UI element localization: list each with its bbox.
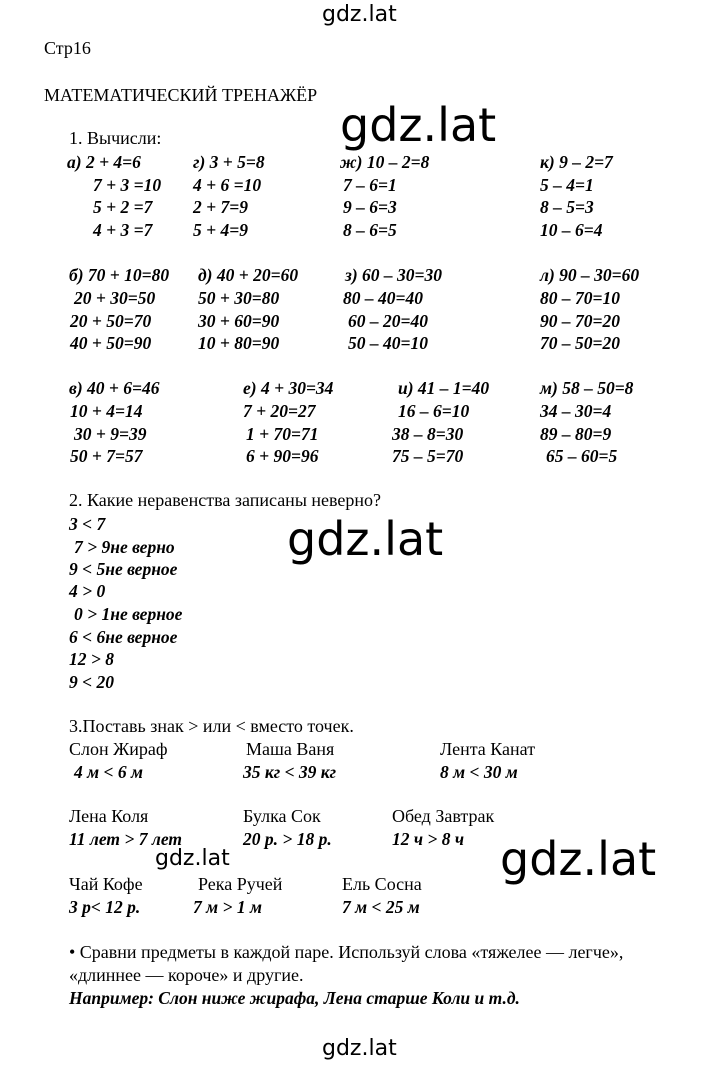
ex1-cell: л) 90 – 30=60 bbox=[540, 265, 640, 285]
ex1-cell: 60 – 20=40 bbox=[348, 311, 428, 331]
ex3-pair-answer: 7 м < 25 м bbox=[342, 897, 420, 917]
ex2-line: 3 < 7 bbox=[69, 514, 106, 534]
ex3-pair-label: Обед Завтрак bbox=[392, 806, 495, 826]
ex1-cell: 8 – 6=5 bbox=[343, 220, 397, 240]
page-label: Стр16 bbox=[44, 38, 91, 58]
ex4-instruction: • Сравни предметы в каждой паре. Используй слова «тяжелее — легче», bbox=[69, 942, 624, 962]
ex1-cell: 75 – 5=70 bbox=[392, 446, 464, 466]
ex2-line: 7 > 9не верно bbox=[74, 537, 175, 557]
watermark-small-mid: gdz.lat bbox=[155, 846, 230, 871]
ex1-cell: 40 + 50=90 bbox=[70, 333, 152, 353]
ex3-pair-label: Ель Сосна bbox=[342, 874, 422, 894]
ex1-cell: 5 + 4=9 bbox=[193, 220, 248, 240]
watermark-large-1: gdz.lat bbox=[340, 98, 497, 152]
ex3-pair-label: Лена Коля bbox=[69, 806, 149, 826]
ex1-cell: 7 + 20=27 bbox=[243, 401, 316, 421]
ex1-cell: 5 + 2 =7 bbox=[93, 197, 153, 217]
ex2-line: 9 < 20 bbox=[69, 672, 114, 692]
ex1-cell: 80 – 70=10 bbox=[540, 288, 620, 308]
exercise-1-heading: 1. Вычисли: bbox=[69, 128, 162, 148]
ex1-cell: м) 58 – 50=8 bbox=[540, 378, 634, 398]
ex4-instruction-cont: «длиннее — короче» и другие. bbox=[69, 965, 304, 985]
ex1-cell: 20 + 30=50 bbox=[74, 288, 156, 308]
ex1-cell: 80 – 40=40 bbox=[343, 288, 423, 308]
ex2-line: 4 > 0 bbox=[69, 581, 106, 601]
ex2-line: 9 < 5не верное bbox=[69, 559, 178, 579]
ex2-line: 0 > 1не верное bbox=[74, 604, 183, 624]
ex3-pair-label: Слон Жираф bbox=[69, 739, 168, 759]
ex1-cell: 10 – 6=4 bbox=[540, 220, 603, 240]
ex1-cell: з) 60 – 30=30 bbox=[345, 265, 443, 285]
ex1-cell: 2 + 7=9 bbox=[193, 197, 248, 217]
ex1-cell: 20 + 50=70 bbox=[70, 311, 152, 331]
ex1-cell: г) 3 + 5=8 bbox=[193, 152, 265, 172]
ex1-cell: 9 – 6=3 bbox=[343, 197, 397, 217]
ex1-cell: 38 – 8=30 bbox=[392, 424, 464, 444]
ex3-pair-answer: 20 р. > 18 р. bbox=[243, 829, 332, 849]
ex3-pair-label: Лента Канат bbox=[440, 739, 536, 759]
ex1-cell: 65 – 60=5 bbox=[546, 446, 618, 466]
ex1-cell: 34 – 30=4 bbox=[540, 401, 612, 421]
ex3-pair-answer: 35 кг < 39 кг bbox=[243, 762, 337, 782]
exercise-2-heading: 2. Какие неравенства записаны неверно? bbox=[69, 490, 382, 510]
ex3-pair-answer: 12 ч > 8 ч bbox=[392, 829, 465, 849]
ex1-cell: ж) 10 – 2=8 bbox=[340, 152, 430, 172]
watermark-large-3: gdz.lat bbox=[500, 832, 657, 886]
ex3-pair-answer: 4 м < 6 м bbox=[74, 762, 143, 782]
watermark-bottom: gdz.lat bbox=[322, 1036, 397, 1061]
ex3-pair-label: Чай Кофе bbox=[69, 874, 143, 894]
ex1-cell: и) 41 – 1=40 bbox=[398, 378, 490, 398]
ex3-pair-label: Маша Ваня bbox=[246, 739, 335, 759]
ex3-pair-answer: 11 лет > 7 лет bbox=[69, 829, 183, 845]
ex1-cell: д) 40 + 20=60 bbox=[198, 265, 299, 285]
ex1-cell: 16 – 6=10 bbox=[398, 401, 470, 421]
ex3-pair-answer: 7 м > 1 м bbox=[193, 897, 262, 917]
ex1-cell: 90 – 70=20 bbox=[540, 311, 620, 331]
ex3-pair-label: Булка Сок bbox=[243, 806, 321, 826]
ex1-cell: 70 – 50=20 bbox=[540, 333, 620, 353]
ex4-example: Например: Слон ниже жирафа, Лена старше Коли и т.д. bbox=[69, 988, 520, 1008]
page-title: МАТЕМАТИЧЕСКИЙ ТРЕНАЖЁР bbox=[44, 85, 318, 105]
ex3-pair-label: Река Ручей bbox=[198, 874, 283, 894]
ex1-cell: 89 – 80=9 bbox=[540, 424, 612, 444]
ex1-cell: 4 + 3 =7 bbox=[93, 220, 153, 240]
ex1-cell: е) 4 + 30=34 bbox=[243, 378, 334, 398]
ex1-cell: б) 70 + 10=80 bbox=[69, 265, 170, 285]
watermark-top: gdz.lat bbox=[322, 2, 397, 27]
ex1-cell: 7 + 3 =10 bbox=[93, 175, 162, 195]
ex1-cell: 4 + 6 =10 bbox=[193, 175, 262, 195]
ex2-line: 12 > 8 bbox=[69, 649, 114, 669]
ex1-cell: 30 + 9=39 bbox=[74, 424, 147, 444]
ex1-cell: 30 + 60=90 bbox=[198, 311, 280, 331]
ex1-cell: 50 + 30=80 bbox=[198, 288, 280, 308]
ex1-cell: 5 – 4=1 bbox=[540, 175, 594, 195]
ex1-cell: в) 40 + 6=46 bbox=[69, 378, 160, 398]
ex1-cell: 7 – 6=1 bbox=[343, 175, 397, 195]
exercise-3-heading: 3.Поставь знак > или < вместо точек. bbox=[69, 716, 354, 736]
ex3-pair-answer: 8 м < 30 м bbox=[440, 762, 518, 782]
watermark-large-2: gdz.lat bbox=[287, 512, 444, 566]
ex1-cell: 1 + 70=71 bbox=[246, 424, 319, 444]
ex1-cell: 50 – 40=10 bbox=[348, 333, 428, 353]
ex1-cell: а) 2 + 4=6 bbox=[67, 152, 141, 172]
ex3-pair-answer: 3 р< 12 р. bbox=[69, 897, 141, 917]
ex1-cell: 8 – 5=3 bbox=[540, 197, 594, 217]
ex1-cell: 50 + 7=57 bbox=[70, 446, 143, 466]
ex1-cell: к) 9 – 2=7 bbox=[540, 152, 613, 172]
ex1-cell: 10 + 80=90 bbox=[198, 333, 280, 353]
ex2-line: 6 < 6не верное bbox=[69, 627, 178, 647]
ex1-cell: 6 + 90=96 bbox=[246, 446, 319, 466]
ex1-cell: 10 + 4=14 bbox=[70, 401, 143, 421]
